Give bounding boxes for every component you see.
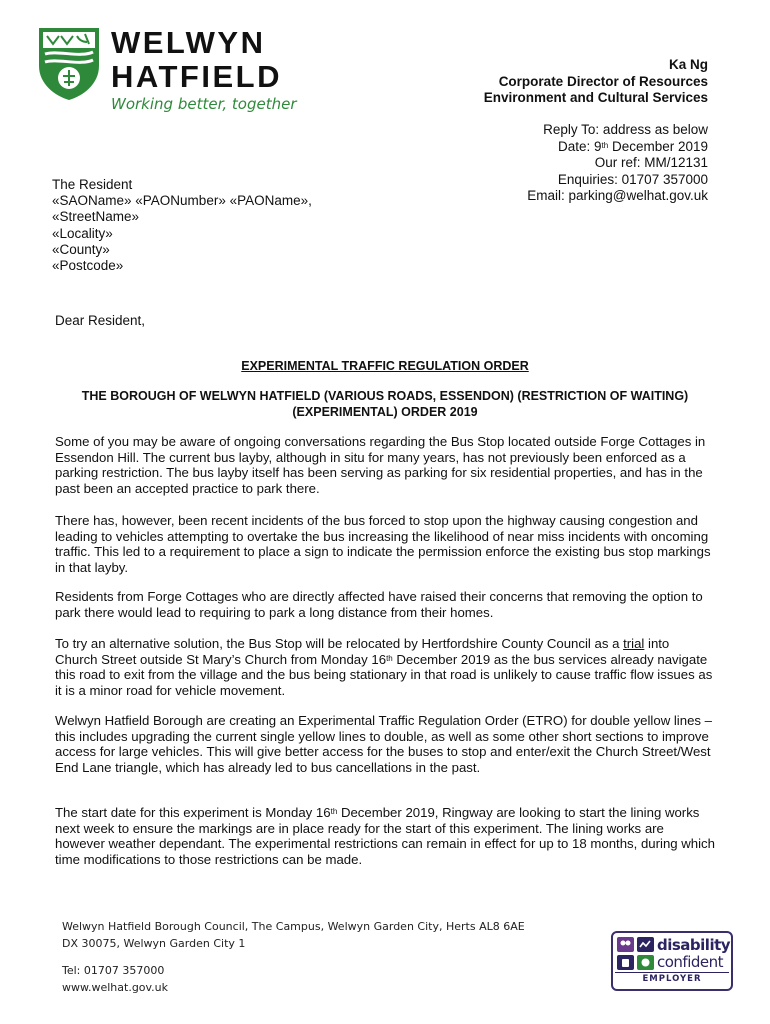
sender-department: Environment and Cultural Services: [483, 90, 708, 105]
sender-title: Corporate Director of Resources: [498, 73, 708, 89]
address-line: «SAOName» «PAONumber» «PAOName»,: [52, 193, 312, 209]
badge-word-disability: disability: [657, 936, 731, 954]
badge-word-confident: confident: [657, 953, 724, 971]
order-title: THE BOROUGH OF WELWYN HATFIELD (VARIOUS ROADS, ESSENDON) (RESTRICTION OF WAITING) (EXPERIMENTAL) ORDER 2019: [81, 389, 689, 419]
disability-confident-badge: [611, 931, 733, 991]
paragraph-4: To try an alternative solution, the Bus Stop will be relocated by Hertfordshire County Council as a trial into Church Street outside St Mary’s Church from Monday 16th December 2019 as the bus services already navigate this road to exit from the village and the bus being stationary in that road is unlikely to cause traffic flow issues as it is a minor road for vehicle movement.: [55, 636, 713, 698]
logo-name-line1: WELWYN: [111, 25, 266, 60]
paragraph-1: Some of you may be aware of ongoing conversations regarding the Bus Stop located outside Forge Cottages in Essendon Hill. The current bus layby, although in situ for many years, has not previously been enforced as a parking restriction. The bus layby itself has been serving as parking for six residential properties, and has in the past been an accepted practice to park there.: [55, 434, 706, 496]
our-ref: Our ref: MM/12131: [594, 155, 708, 170]
address-line: «Postcode»: [52, 258, 124, 274]
paragraph-6: The start date for this experiment is Monday 16th December 2019, Ringway are looking to start the lining works next week to ensure the markings are in place ready for the start of this experiment. The lining works are however weather dependant. The experimental restrictions can remain in effect for up to 18 months, during which time modifications to those restrictions can be made.: [55, 805, 715, 867]
footer-tel: Tel: 01707 357000: [62, 964, 165, 977]
reference-block: [527, 122, 708, 205]
address-line: The Resident: [52, 177, 133, 192]
address-line: «StreetName»: [52, 209, 140, 225]
recipient-address: [52, 177, 312, 274]
salutation: Dear Resident,: [55, 313, 146, 328]
council-name-logo: [111, 26, 282, 94]
letter-date: Date: 9th December 2019: [557, 138, 708, 154]
logo-name-line2: HATFIELD: [111, 59, 282, 94]
trial-emphasis: trial: [623, 636, 645, 651]
badge-word-employer: EMPLOYER: [642, 974, 702, 984]
reply-to: Reply To: address as below: [543, 122, 708, 137]
disability-symbols-icon: [617, 937, 655, 971]
enquiries-phone: Enquiries: 01707 357000: [557, 171, 708, 187]
council-crest-logo: [37, 26, 101, 102]
footer-dx: DX 30075, Welwyn Garden City 1: [62, 937, 246, 950]
address-line: «Locality»: [52, 225, 113, 241]
paragraph-2: There has, however, been recent incidents of the bus forced to stop upon the highway causing congestion and leading to vehicles attempting to overtake the bus increasing the likelihood of near miss incidents with oncoming traffic. This led to a requirement to place a sign to indicate the permission enforce the existing bus stop markings in that layby.: [55, 513, 711, 575]
badge-divider: [615, 972, 729, 973]
footer-address: Welwyn Hatfield Borough Council, The Campus, Welwyn Garden City, Herts AL8 6AE: [62, 920, 525, 933]
paragraph-5: Welwyn Hatfield Borough are creating an Experimental Traffic Regulation Order (ETRO) for double yellow lines – this includes upgrading the current single yellow lines to double, as well as some other short sections to improve access for large vehicles. This will give better access for the buses to stop and enter/exit the Church Street/West End Lane triangle, which has already led to bus cancellations in the past.: [55, 713, 712, 775]
letter-heading: EXPERIMENTAL TRAFFIC REGULATION ORDER: [241, 359, 529, 373]
footer-website[interactable]: www.welhat.gov.uk: [62, 981, 169, 994]
logo-tagline: Working better, together: [111, 95, 297, 113]
enquiries-email: Email: parking@welhat.gov.uk: [527, 188, 708, 203]
address-line: «County»: [52, 241, 110, 257]
sender-block: [484, 57, 708, 107]
footer-contact: [62, 918, 525, 996]
paragraph-3: Residents from Forge Cottages who are directly affected have raised their concerns that removing the option to park there would lead to requiring to park a long distance from their homes.: [55, 589, 703, 620]
sender-name: Ka Ng: [668, 57, 708, 72]
